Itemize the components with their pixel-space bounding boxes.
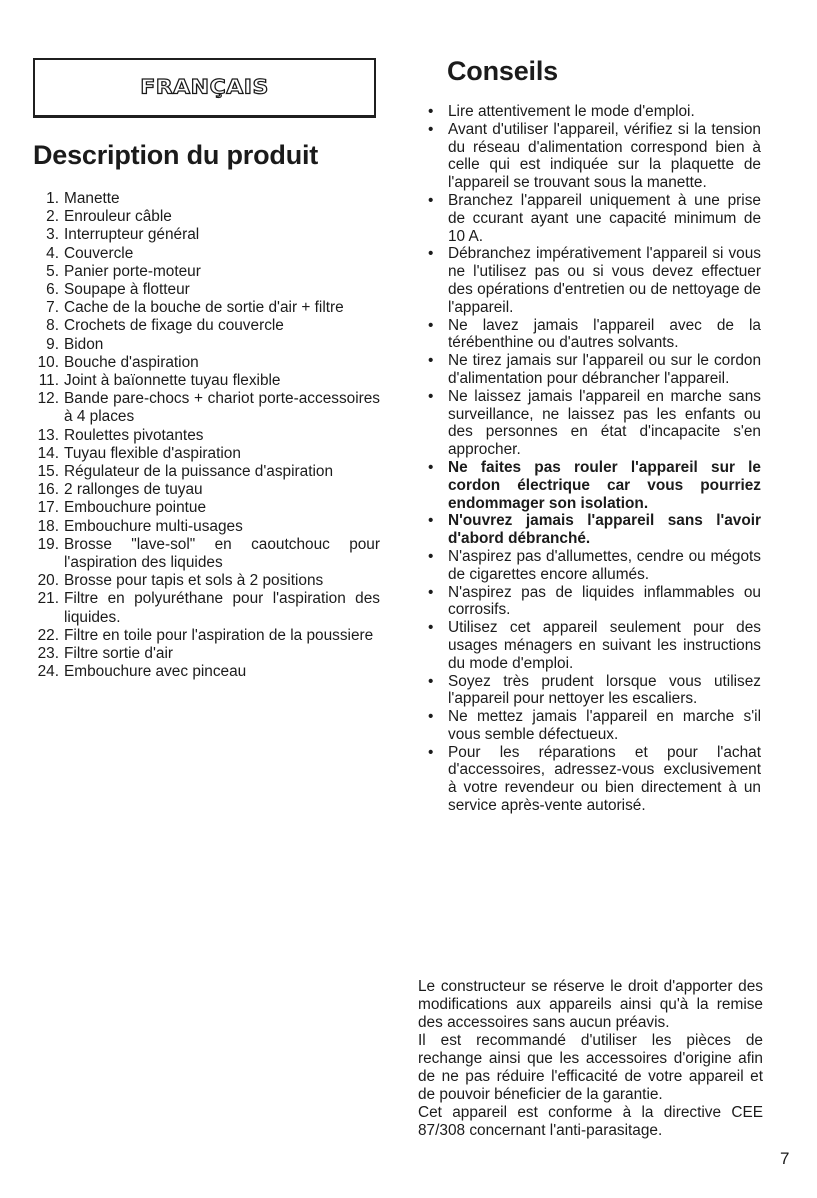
part-item [24, 572, 380, 590]
part-number: 1. [46, 190, 59, 207]
advice-item [424, 317, 761, 353]
part-number: 15. [37, 463, 59, 481]
part-item [24, 463, 380, 481]
bullet-icon: • [428, 672, 434, 690]
part-label: Enrouleur câble [64, 208, 172, 226]
part-label: Roulettes pivotantes [64, 426, 204, 444]
advice-title: Conseils [447, 56, 558, 86]
part-number: 14. [37, 444, 59, 462]
advice-text: N'ouvrez jamais l'appareil sans l'avoir d'abord débranché. [448, 512, 761, 548]
part-number: 3. [46, 226, 59, 244]
part-number: 24. [37, 663, 59, 681]
bullet-icon: • [428, 120, 434, 138]
part-item [24, 499, 380, 517]
part-item [24, 226, 380, 244]
part-number: 9. [46, 335, 59, 353]
advice-item [424, 121, 761, 192]
advice-text: N'aspirez pas de liquides inflammables ou corrosifs. [448, 583, 761, 619]
advice-text: Branchez l'appareil uniquement à une prise de ccurant ayant une capacité minimum de 10 A. [448, 191, 761, 245]
part-number: 13. [37, 426, 59, 444]
part-label: Crochets de fixage du couvercle [64, 317, 284, 335]
part-label: Régulateur de la puissance d'aspiration [64, 463, 334, 481]
part-item [24, 190, 380, 208]
bullet-icon: • [428, 583, 434, 601]
advice-text: Ne faites pas rouler l'appareil sur le cordon électrique car vous pourriez endommager son isolation. [448, 458, 761, 512]
part-item [24, 299, 380, 317]
advice-text: Avant d'utiliser l'appareil, vérifiez si la tension du réseau d'alimentation correspond bien à celle qui est indiquée sur la plaquette de l'appareil se trouvant sous la manette. [448, 120, 761, 192]
part-number: 20. [37, 572, 59, 590]
advice-item [424, 548, 761, 584]
part-item [24, 518, 380, 536]
bullet-icon: • [428, 619, 434, 637]
language-banner [33, 58, 376, 118]
part-label: Couvercle [64, 244, 134, 262]
part-label: Soupape à flotteur [64, 281, 190, 299]
part-number: 10. [37, 353, 59, 371]
part-label: Bande pare-chocs + chariot porte-accessoires à 4 places [64, 390, 380, 426]
advice-text: Ne lavez jamais l'appareil avec de la térébenthine ou d'autres solvants. [448, 316, 761, 352]
part-label: Filtre sortie d'air [64, 645, 173, 663]
advice-text: Soyez très prudent lorsque vous utilisez l'appareil pour nettoyer les escaliers. [448, 672, 761, 708]
part-item [24, 336, 380, 354]
part-item [24, 627, 380, 645]
advice-list [424, 103, 761, 815]
part-number: 18. [37, 517, 59, 535]
part-label: Filtre en polyuréthane pour l'aspiration des liquides. [64, 590, 380, 626]
part-number: 8. [46, 317, 59, 335]
part-item [24, 317, 380, 335]
advice-item [424, 619, 761, 672]
part-item [24, 263, 380, 281]
bullet-icon: • [428, 245, 434, 263]
advice-text: Lire attentivement le mode d'emploi. [448, 103, 695, 120]
bullet-icon: • [428, 316, 434, 334]
advice-text: Débranchez impérativement l'appareil si vous ne l'utilisez pas ou si vous devez effectuer des opérations d'entretien ou de nettoyage de l'appareil. [448, 245, 761, 316]
part-item [24, 245, 380, 263]
advice-item [424, 708, 761, 744]
part-label: 2 rallonges de tuyau [64, 481, 203, 499]
advice-item [424, 512, 761, 548]
advice-item [424, 584, 761, 620]
part-label: Brosse pour tapis et sols à 2 positions [64, 572, 324, 590]
disclaimer-paragraph: Il est recommandé d'utiliser les pièces de rechange ainsi que les accessoires d'origine afin de ne pas réduire l'efficacité de votre appareil et de pouvoir béneficier de la garantie. [418, 1032, 763, 1103]
part-label: Bidon [64, 335, 104, 353]
part-item [24, 281, 380, 299]
part-number: 11. [38, 372, 59, 390]
description-title: Description du produit [33, 140, 319, 170]
part-label: Panier porte-moteur [64, 262, 201, 280]
part-number: 16. [37, 481, 59, 499]
part-item [24, 427, 380, 445]
part-number: 12. [37, 390, 59, 408]
language-label: FRANÇAIS [140, 76, 269, 99]
part-label: Filtre en toile pour l'aspiration de la poussiere [64, 626, 374, 644]
part-label: Interrupteur général [64, 226, 200, 244]
advice-text: N'aspirez pas d'allumettes, cendre ou mégots de cigarettes encore allumés. [448, 547, 761, 583]
disclaimer-paragraph: Le constructeur se réserve le droit d'apporter des modifications aux appareils ainsi qu'à la remise des accessoires sans aucun préavis. [418, 978, 763, 1031]
part-item [24, 372, 380, 390]
part-item [24, 390, 380, 426]
advice-text: Utilisez cet appareil seulement pour des usages ménagers en suivant les instructions du mode d'emploi. [448, 619, 761, 672]
part-number: 17. [37, 499, 59, 517]
part-item [24, 645, 380, 663]
disclaimer-paragraph: Cet appareil est conforme à la directive CEE 87/308 concernant l'anti-parasitage. [418, 1104, 763, 1139]
bullet-icon: • [428, 352, 434, 370]
parts-list [24, 190, 380, 681]
part-number: 2. [46, 208, 59, 226]
advice-text: Ne laissez jamais l'appareil en marche sans surveillance, ne laissez pas les enfants ou des personnes en état d'incapacite s'en approcher. [448, 387, 761, 459]
advice-item [424, 103, 761, 121]
bullet-icon: • [428, 547, 434, 565]
part-item [24, 208, 380, 226]
part-label: Embouchure avec pinceau [64, 663, 247, 681]
bullet-icon: • [428, 191, 434, 209]
part-item [24, 354, 380, 372]
part-label: Cache de la bouche de sortie d'air + filtre [64, 299, 344, 317]
part-label: Embouchure multi-usages [64, 517, 243, 535]
bullet-icon: • [428, 387, 434, 405]
advice-item [424, 673, 761, 709]
part-number: 5. [46, 262, 59, 280]
advice-text: Ne tirez jamais sur l'appareil ou sur le cordon d'alimentation pour débrancher l'appareil. [448, 352, 761, 387]
advice-item [424, 245, 761, 316]
page-number: 7 [780, 1149, 790, 1168]
advice-item [424, 459, 761, 512]
bullet-icon: • [428, 708, 434, 726]
part-number: 22. [37, 626, 59, 644]
part-label: Bouche d'aspiration [64, 353, 199, 371]
part-item [24, 663, 380, 681]
part-number: 4. [46, 244, 59, 262]
bullet-icon: • [428, 512, 434, 530]
part-label: Tuyau flexible d'aspiration [64, 444, 241, 462]
disclaimer [418, 978, 763, 1140]
bullet-icon: • [428, 458, 434, 476]
part-item [24, 445, 380, 463]
advice-item [424, 192, 761, 245]
bullet-icon: • [428, 743, 434, 761]
part-label: Joint à baïonnette tuyau flexible [64, 372, 281, 390]
part-item [24, 590, 380, 626]
advice-item [424, 352, 761, 388]
part-number: 7. [46, 299, 59, 317]
advice-item [424, 744, 761, 815]
advice-text: Ne mettez jamais l'appareil en marche s'il vous semble défectueux. [448, 708, 761, 743]
part-label: Manette [64, 190, 120, 207]
bullet-icon: • [428, 103, 434, 120]
part-item [24, 481, 380, 499]
part-number: 19. [37, 535, 59, 553]
advice-item [424, 388, 761, 459]
part-item [24, 536, 380, 572]
part-number: 23. [37, 645, 59, 663]
advice-text: Pour les réparations et pour l'achat d'accessoires, adressez-vous exclusivement à votre revendeur ou bien directement à un service après-vente autorisé. [448, 743, 761, 815]
part-number: 21. [37, 590, 59, 608]
part-number: 6. [46, 281, 59, 299]
part-label: Embouchure pointue [64, 499, 207, 517]
part-label: Brosse "lave-sol" en caoutchouc pour l'aspiration des liquides [64, 535, 380, 572]
